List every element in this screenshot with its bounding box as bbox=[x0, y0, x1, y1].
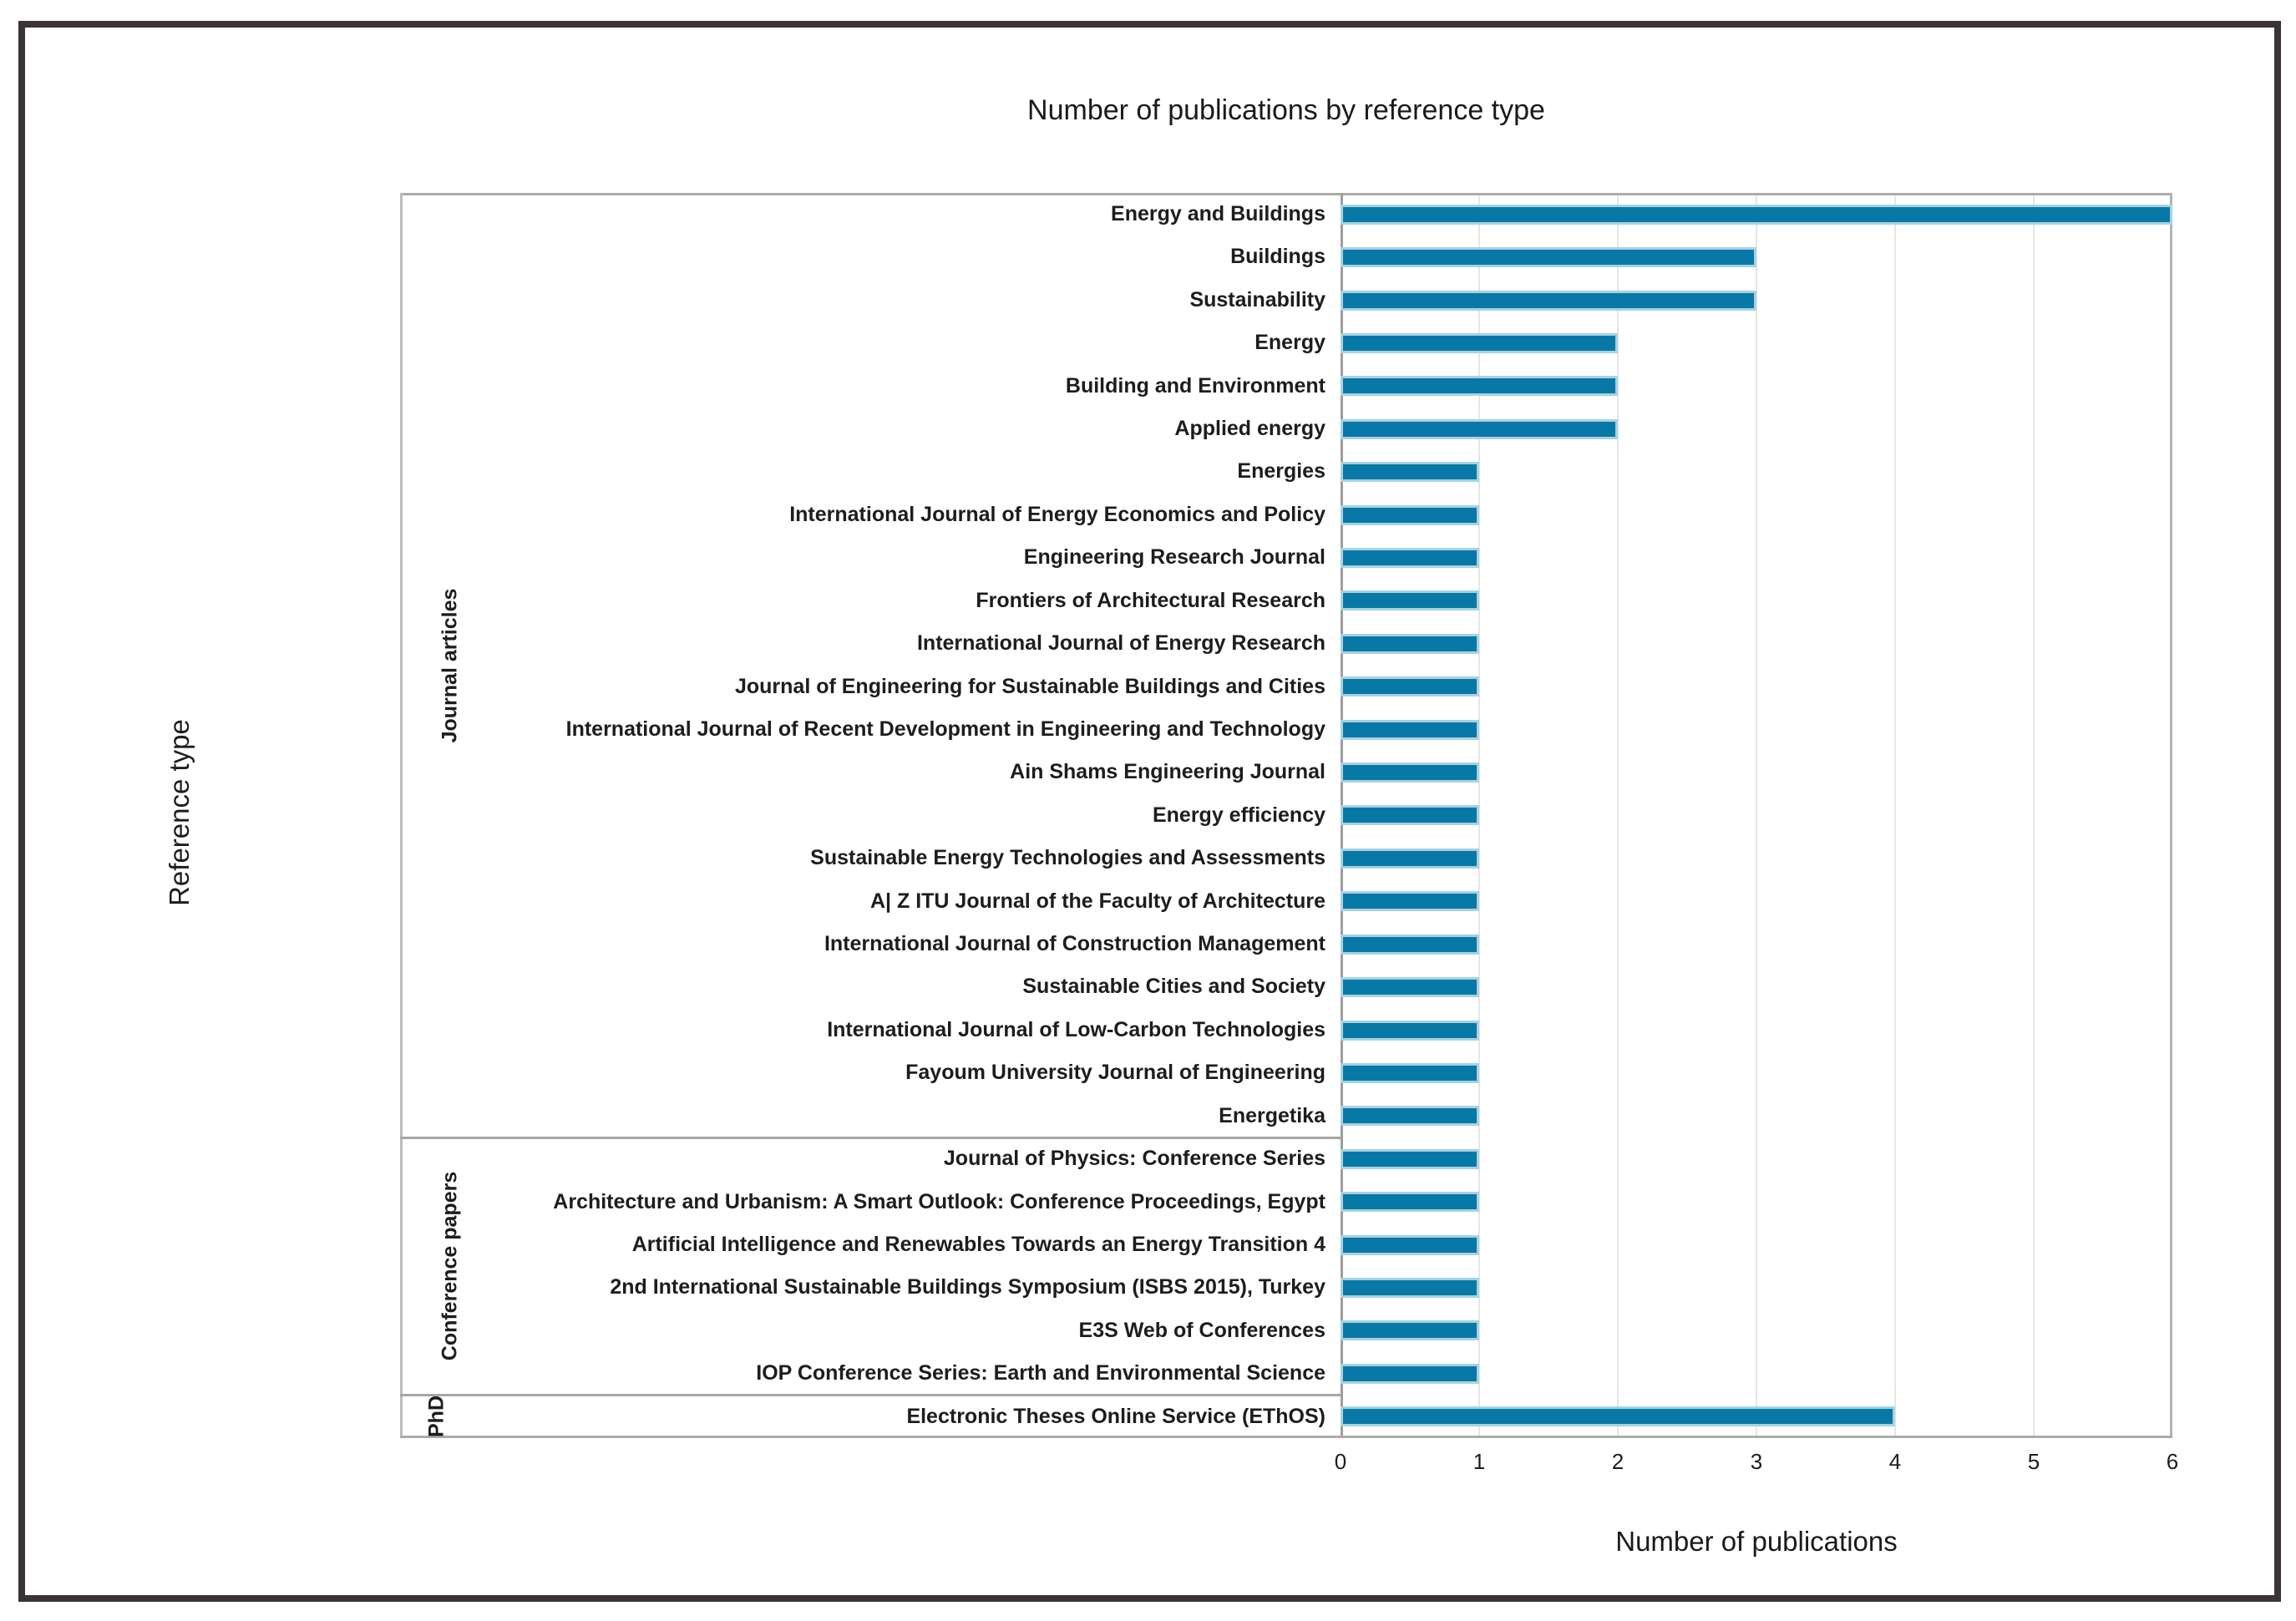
category-label: E3S Web of Conferences bbox=[1078, 1318, 1325, 1342]
category-label: International Journal of Construction Management bbox=[824, 932, 1325, 956]
category-label: Engineering Research Journal bbox=[1023, 545, 1325, 570]
bar-row bbox=[400, 1266, 2172, 1309]
bar bbox=[1341, 891, 1479, 911]
category-label: Frontiers of Architectural Research bbox=[976, 588, 1325, 612]
bar bbox=[1341, 333, 1618, 353]
bar-row bbox=[400, 1137, 2172, 1180]
chart-frame bbox=[18, 21, 2281, 1602]
bar-row bbox=[400, 580, 2172, 622]
group-separator bbox=[400, 1137, 1341, 1139]
category-label: Journal of Engineering for Sustainable Buildings and Cities bbox=[734, 674, 1325, 698]
bar-row bbox=[400, 1051, 2172, 1094]
bar bbox=[1341, 1021, 1479, 1041]
bar bbox=[1341, 676, 1479, 697]
category-label: IOP Conference Series: Earth and Environmental Science bbox=[756, 1361, 1325, 1385]
bar bbox=[1341, 1149, 1479, 1169]
bar-row bbox=[400, 666, 2172, 708]
category-label: International Journal of Energy Research bbox=[916, 631, 1325, 656]
bar-row bbox=[400, 1009, 2172, 1051]
y-axis-title-text: Reference type bbox=[164, 719, 195, 906]
bar bbox=[1341, 1406, 1895, 1426]
bar-row bbox=[400, 193, 2172, 236]
bar bbox=[1341, 548, 1479, 568]
bar-row bbox=[400, 1352, 2172, 1395]
category-label: Journal of Physics: Conference Series bbox=[943, 1147, 1325, 1171]
x-tick-label: 3 bbox=[1750, 1449, 1763, 1474]
bar-row bbox=[400, 1223, 2172, 1266]
bar-row bbox=[400, 965, 2172, 1008]
bar bbox=[1341, 205, 2172, 225]
category-label: A| Z ITU Journal of the Faculty of Architecture bbox=[869, 889, 1325, 913]
bar bbox=[1341, 1235, 1479, 1255]
bar-row bbox=[400, 236, 2172, 278]
category-label: Energies bbox=[1237, 459, 1325, 484]
group-label-text: Journal articles bbox=[438, 588, 462, 742]
plot-area bbox=[400, 193, 2172, 1438]
bar-row bbox=[400, 708, 2172, 751]
bar bbox=[1341, 1106, 1479, 1126]
category-label: Architecture and Urbanism: A Smart Outlook: Conference Proceedings, Egypt bbox=[553, 1189, 1325, 1213]
category-label: International Journal of Energy Economics and Policy bbox=[789, 502, 1325, 526]
category-label: 2nd International Sustainable Buildings Symposium (ISBS 2015), Turkey bbox=[610, 1275, 1325, 1299]
x-tick-label: 5 bbox=[2027, 1449, 2040, 1474]
category-label: Energy and Buildings bbox=[1111, 202, 1325, 225]
x-axis-ticks bbox=[400, 1449, 2179, 1482]
group-separator bbox=[400, 1394, 1341, 1396]
category-label: Energy bbox=[1254, 331, 1325, 355]
bar-row bbox=[400, 450, 2172, 493]
bar bbox=[1341, 1063, 1479, 1083]
bar-row bbox=[400, 365, 2172, 408]
bar bbox=[1341, 505, 1479, 525]
x-axis-title: Number of publications bbox=[1615, 1526, 1898, 1557]
bar-row bbox=[400, 880, 2172, 923]
chart-title: Number of publications by reference type bbox=[1027, 94, 1545, 126]
bar-row bbox=[400, 1309, 2172, 1352]
bar-row bbox=[400, 1181, 2172, 1223]
category-label: Sustainability bbox=[1189, 287, 1325, 312]
category-label: International Journal of Low-Carbon Technologies bbox=[827, 1017, 1325, 1041]
x-tick-label: 4 bbox=[1888, 1449, 1902, 1474]
category-label: Energy efficiency bbox=[1152, 803, 1325, 827]
category-label: Sustainable Cities and Society bbox=[1022, 975, 1325, 999]
bar bbox=[1341, 1192, 1479, 1212]
bar-row bbox=[400, 1396, 2172, 1438]
x-tick-label: 1 bbox=[1472, 1449, 1486, 1474]
group-label-text: Conference papers bbox=[438, 1172, 462, 1361]
x-tick-label: 2 bbox=[1611, 1449, 1624, 1474]
bar bbox=[1341, 590, 1479, 610]
bar-row bbox=[400, 408, 2172, 450]
bar bbox=[1341, 634, 1479, 654]
bar-row bbox=[400, 1095, 2172, 1137]
bar bbox=[1341, 462, 1479, 482]
bar-row bbox=[400, 622, 2172, 665]
bar bbox=[1341, 720, 1479, 740]
bar-row bbox=[400, 279, 2172, 322]
bar-row bbox=[400, 794, 2172, 837]
category-label: Energetika bbox=[1219, 1103, 1325, 1127]
category-label: Electronic Theses Online Service (EThOS) bbox=[906, 1404, 1325, 1428]
bar bbox=[1341, 376, 1618, 396]
bar bbox=[1341, 805, 1479, 825]
bar-row bbox=[400, 837, 2172, 879]
category-label: Buildings bbox=[1230, 245, 1325, 269]
category-label: Sustainable Energy Technologies and Assessments bbox=[810, 846, 1325, 870]
bar bbox=[1341, 247, 1756, 267]
group-label-text: PhD bbox=[424, 1396, 449, 1438]
bar bbox=[1341, 291, 1756, 311]
category-label: Artificial Intelligence and Renewables Towards an Energy Transition 4 bbox=[631, 1232, 1325, 1256]
bar bbox=[1341, 848, 1479, 869]
category-label: International Journal of Recent Development in Engineering and Technology bbox=[565, 717, 1325, 741]
bar bbox=[1341, 1278, 1479, 1298]
bar bbox=[1341, 1364, 1479, 1384]
bar-row bbox=[400, 536, 2172, 579]
category-label: Ain Shams Engineering Journal bbox=[1010, 760, 1325, 784]
bar bbox=[1341, 977, 1479, 997]
bar-row bbox=[400, 923, 2172, 965]
bar bbox=[1341, 935, 1479, 955]
bar-row bbox=[400, 322, 2172, 364]
bar-row bbox=[400, 751, 2172, 793]
category-label: Applied energy bbox=[1174, 417, 1325, 441]
bar-row bbox=[400, 494, 2172, 536]
bar bbox=[1341, 1320, 1479, 1340]
bar bbox=[1341, 419, 1618, 439]
category-label: Building and Environment bbox=[1065, 373, 1325, 398]
x-tick-label: 6 bbox=[2166, 1449, 2179, 1474]
category-label: Fayoum University Journal of Engineering bbox=[905, 1061, 1325, 1085]
x-tick-label: 0 bbox=[1334, 1449, 1347, 1474]
bar bbox=[1341, 762, 1479, 783]
